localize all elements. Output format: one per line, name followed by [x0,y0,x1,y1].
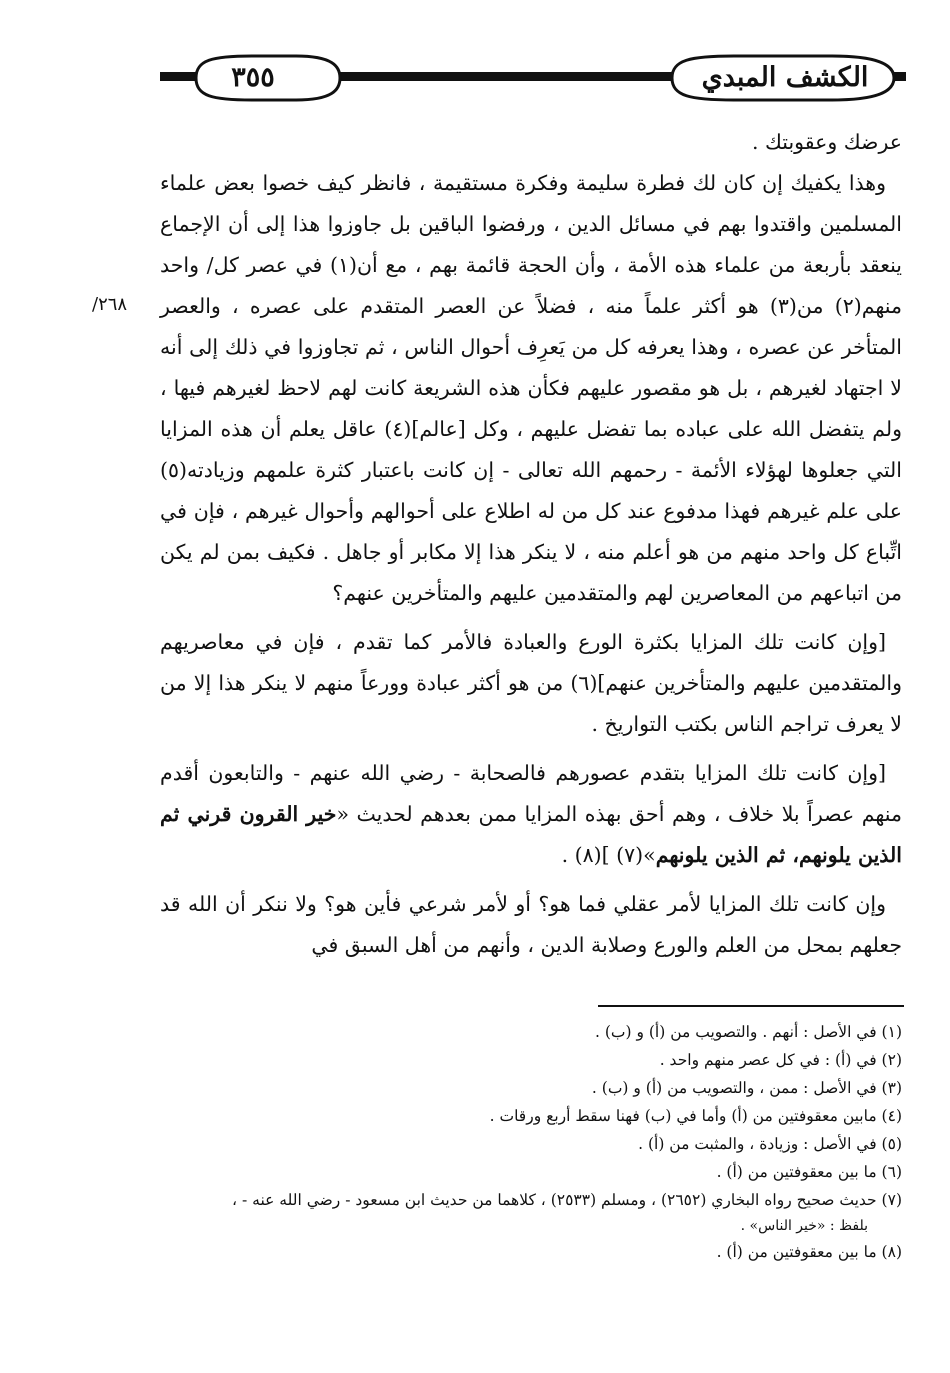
manuscript-folio-marker: ٢٦٨/ [92,294,128,315]
footnote-separator [598,1005,904,1007]
paragraph: عرضك وعقوبتك . [751,130,902,154]
footnote: (٧) حديث صحيح رواه البخاري (٢٦٥٢) ، ومسلم (٢٥٣٣) ، كلاهما من حديث ابن مسعود - رضي الله عنه - ، [232,1191,902,1209]
footnote: (٢) في (أ) : في كل عصر منهم واحد . [659,1051,902,1069]
footnote: (٣) في الأصل : ممن ، والتصويب من (أ) و (ب) . [591,1079,902,1097]
page-number: ٣٥٥ [231,62,275,93]
paragraph: وإن كانت تلك المزايا لأمر عقلي فما هو؟ أو لأمر شرعي فأين هو؟ ولا ننكر أن الله قد جعلهم بمحل من العلم والورع وصلابة الدين ، وأنهم من أهل السبق في [160,892,902,957]
footnote: (٨) ما بين معقوفتين من (أ) . [716,1243,902,1261]
footnote: (٥) في الأصل : وزيادة ، والمثبت من (أ) . [638,1135,902,1153]
footnote: (٤) مابين معقوفتين من (أ) وأما في (ب) فهنا سقط أربع ورقات . [489,1107,902,1125]
footnote: (٦) ما بين معقوفتين من (أ) . [716,1163,902,1181]
footnote: (١) في الأصل : أنهم . والتصويب من (أ) و (ب) . [594,1023,902,1041]
paragraph: وهذا يكفيك إن كان لك فطرة سليمة وفكرة مستقيمة ، فانظر كيف خصوا بعض علماء المسلمين واقتدوا بهم في مسائل الدين ، ورفضوا الباقين بل جاوزوا هذا إلى أن الإجماع ينعقد بأربعة من علماء هذه الأمة ، وأن الحجة قائمة بهم ، مع أن(١) في عصر كل/ واحد منهم(٢) من(٣) هو أكثر علماً منه ، فضلاً عن العصر المتقدم على عصره ، والعصر المتأخر عن عصره ، وهذا يعرفه كل من يَعرِف أحوال الناس ، ثم تجاوزوا في ذلك إلى أنه لا اجتهاد لغيرهم ، بل هو مقصور عليهم فكأن هذه الشريعة كانت لهم لاحظ لغيرهم فيها ، ولم يتفضل الله على عباده بما تفضل عليهم ، وكل [عالم](٤) عاقل يعلم أن هذه المزايا التي جعلوها لهؤلاء الأئمة - رحمهم الله تعالى - إن كانت باعتبار كثرة علمهم وزيادته(٥) على علم غيرهم فهذا مدفوع عند كل من له اطلاع على أحوالهم وأحوال غيرهم ، فإن في اتِّباع كل واحد منهم من هو أعلم منه ، لا ينكر هذا إلا مكابر أو جاهل . فكيف بمن لم يكن من اتباعهم من المعاصرين لهم والمتقدمين عليهم والمتأخرين عنهم؟ [160,171,902,605]
paragraph: [وإن كانت تلك المزايا بتقدم عصورهم فالصحابة - رضي الله عنهم - والتابعون أقدم منهم عصراً بلا خلاف ، وهم أحق بهذه المزايا ممن بعدهم لحديث «خير القرون قرني ثم الذين يلونهم، ثم الذين يلونهم»(٧) ](٨) . [160,761,902,867]
hadith-quote: خير القرون قرني ثم الذين يلونهم، ثم الذين يلونهم [160,802,902,867]
book-title: الكشف المبدي [701,62,869,93]
paragraph: [وإن كانت تلك المزايا بكثرة الورع والعبادة فالأمر كما تقدم ، فإن في معاصريهم والمتقدمين عليهم والمتأخرين عنهم](٦) من هو أكثر عبادة وورعاً منهم لا ينكر هذا إلا من لا يعرف تراجم الناس بكتب التواريخ . [160,630,902,736]
footnote-continuation: بلفظ : «خير الناس» . [740,1218,868,1234]
footnotes [140,1018,902,1266]
main-text [160,122,902,966]
page-header [160,52,906,104]
